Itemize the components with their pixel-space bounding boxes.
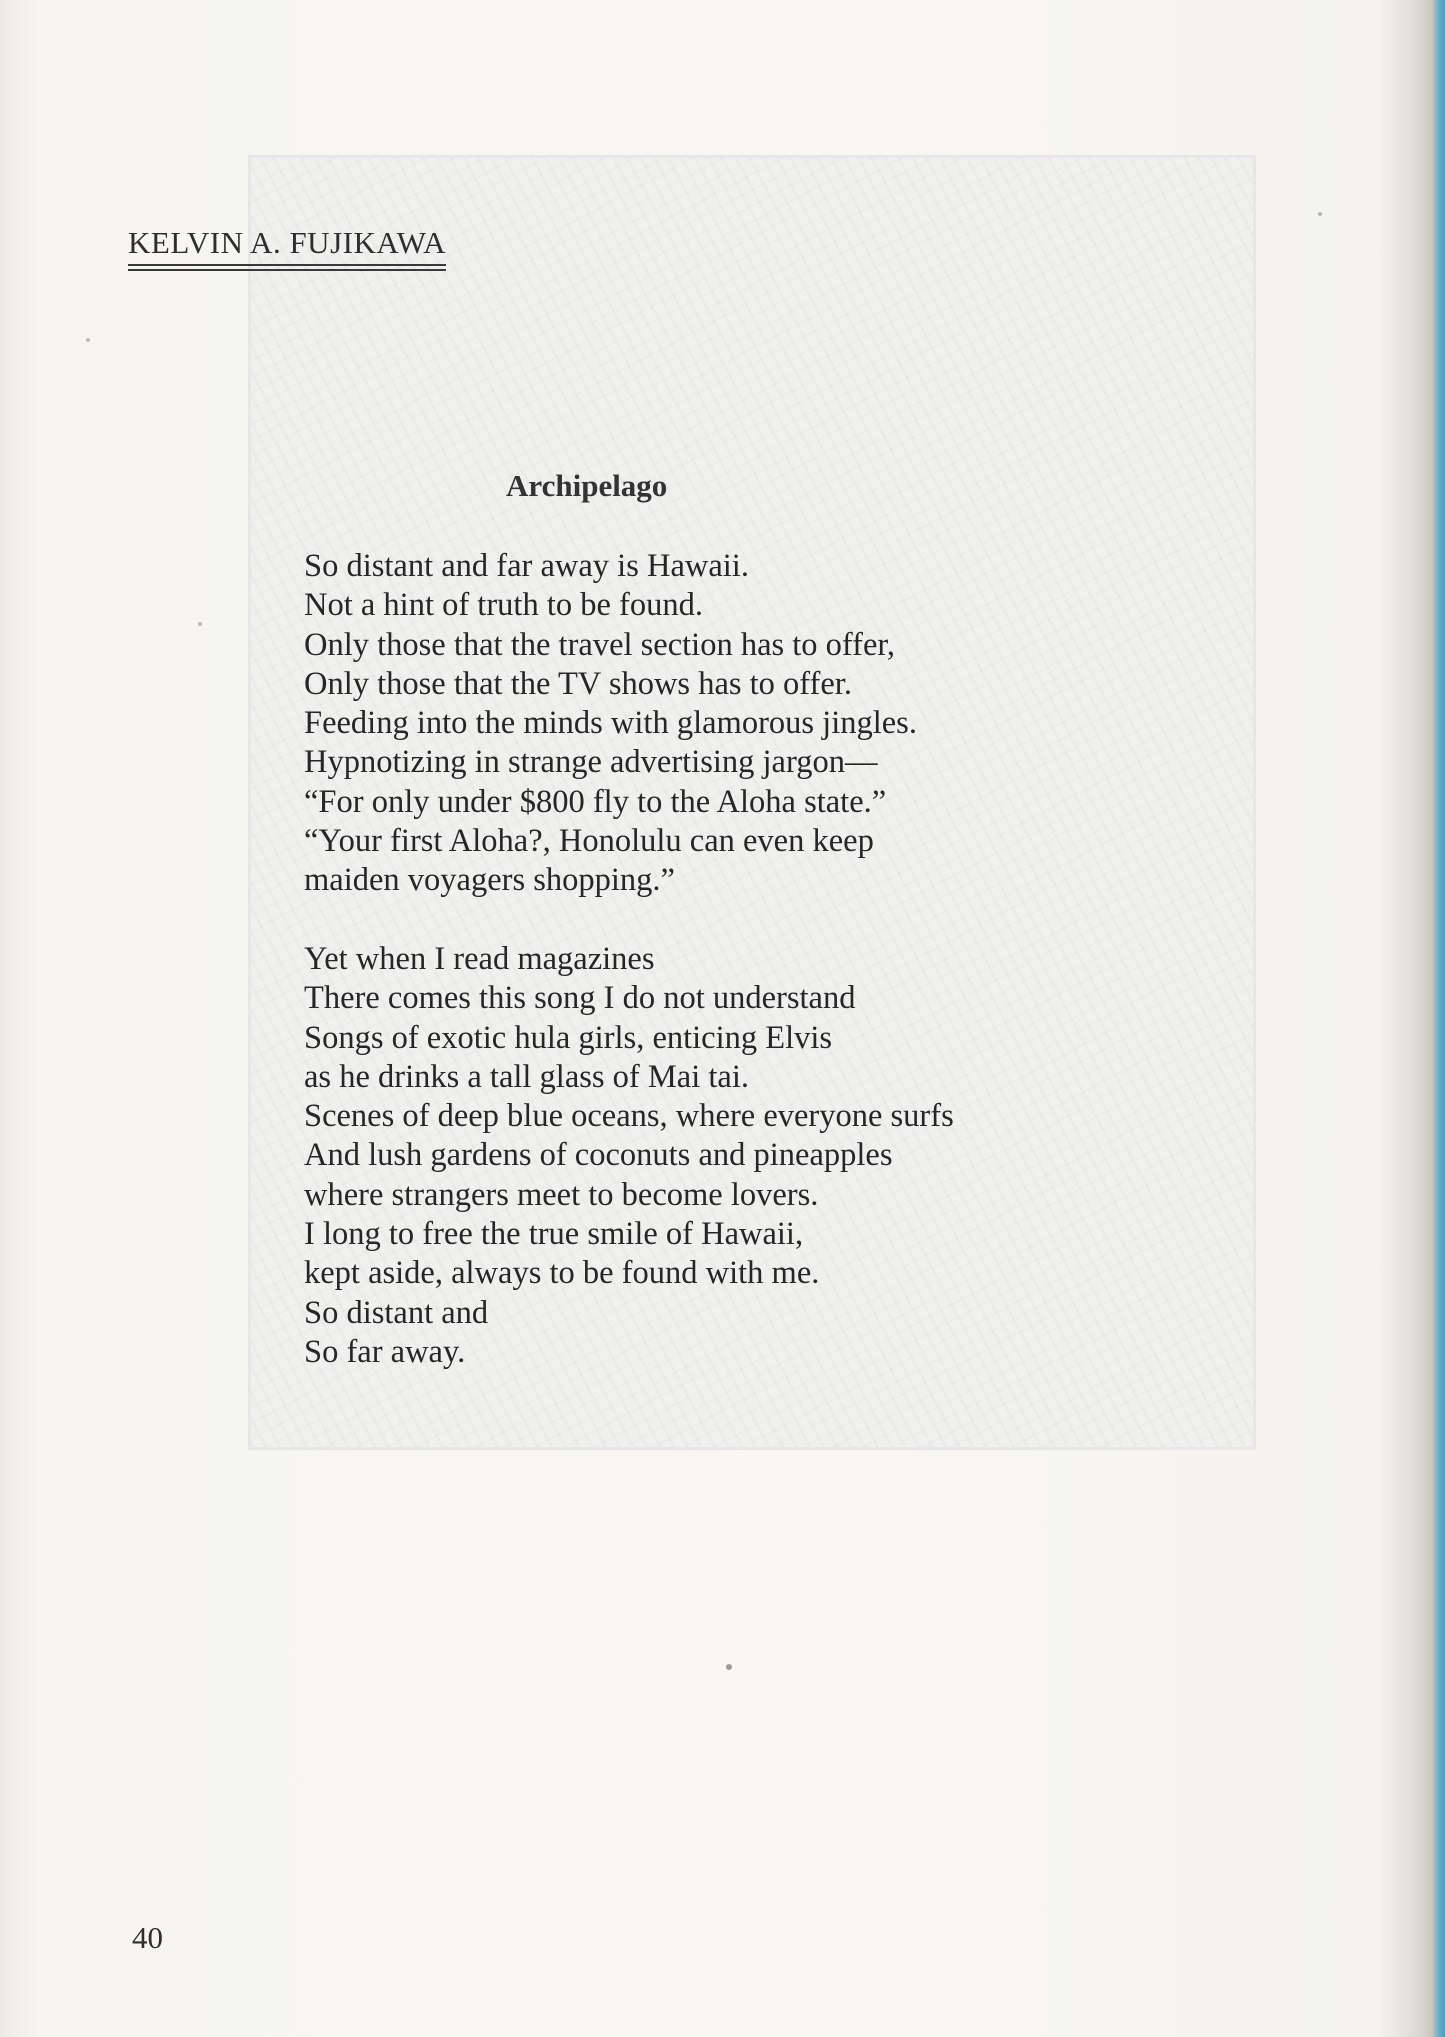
poem-line: Only those that the travel section has to offer, [304,626,896,663]
poem-line: So far away. [304,1333,466,1370]
poem-body [304,547,1164,1372]
speck [86,338,90,342]
poem-line: maiden voyagers shopping.” [304,862,675,899]
speck [726,1664,732,1670]
poem-line: where strangers meet to become lovers. [304,1176,819,1213]
poem-line: Scenes of deep blue oceans, where everyone surfs [304,1098,954,1135]
poem-line: So distant and far away is Hawaii. [304,548,749,584]
poem-line: as he drinks a tall glass of Mai tai. [304,1058,749,1095]
speck [198,622,202,626]
poem-line: “For only under $800 fly to the Aloha state.” [304,783,887,820]
stanza-break [304,901,1164,940]
poem-line: Songs of exotic hula girls, enticing Elvis [304,1019,833,1056]
poem-line: And lush gardens of coconuts and pineapples [304,1137,893,1174]
poem-line: Feeding into the minds with glamorous jingles. [304,705,917,742]
poem-line: “Your first Aloha?, Honolulu can even keep [304,823,874,860]
poem-line: So distant and [304,1294,489,1331]
poem-title: Archipelago [506,468,668,503]
poem-line: There comes this song I do not understand [304,980,856,1017]
poem-line: kept aside, always to be found with me. [304,1255,820,1292]
poem-line: Hypnotizing in strange advertising jargon— [304,744,878,781]
author-name: KELVIN A. FUJIKAWA [128,225,446,266]
poem-line: Yet when I read magazines [304,940,655,977]
page-number: 40 [132,1920,163,1955]
poem-line: Not a hint of truth to be found. [304,587,703,624]
poem-line: I long to free the true smile of Hawaii, [304,1216,804,1253]
speck [1318,212,1322,216]
poem-line: Only those that the TV shows has to offer. [304,665,852,702]
